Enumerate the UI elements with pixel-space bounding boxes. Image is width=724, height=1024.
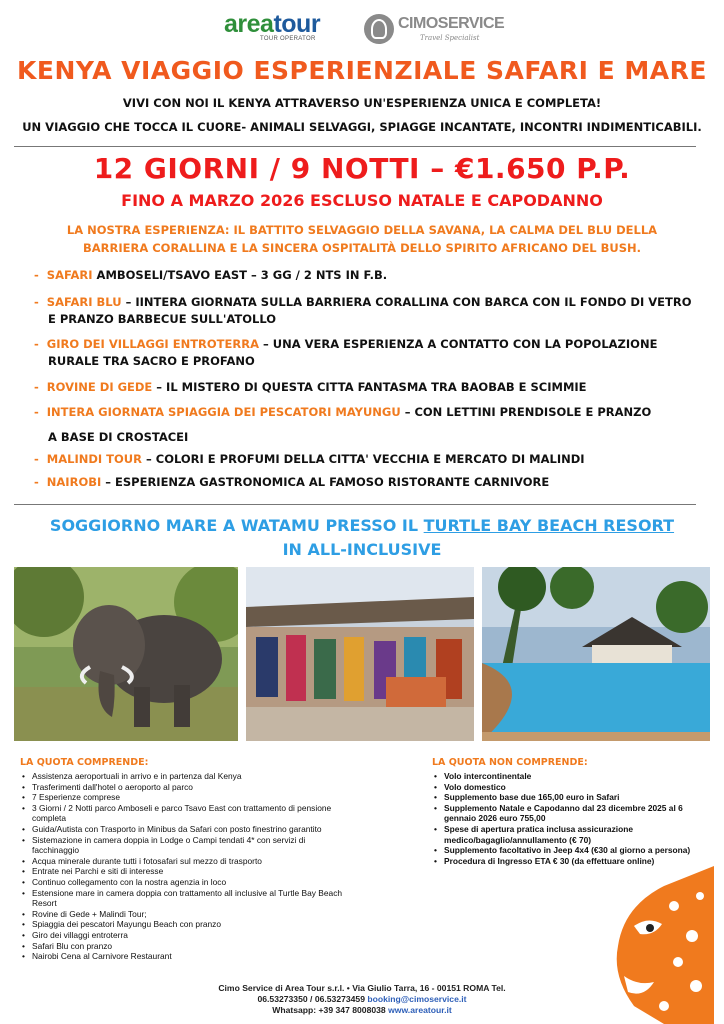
included-list	[20, 771, 370, 962]
elephant-photo	[14, 567, 238, 741]
not-included-title: LA QUOTA NON COMPRENDE:	[432, 757, 588, 768]
areatour-logo-left: area	[224, 10, 274, 38]
itinerary-item: - ROVINE DI GEDE – IL MISTERO DI QUESTA CITTA FANTASMA TRA BAOBAB E SCIMMIE	[34, 380, 587, 394]
included-title: LA QUOTA COMPRENDE:	[20, 757, 149, 768]
price-headline: 12 GIORNI / 9 NOTTI – €1.650 P.P.	[93, 152, 631, 185]
list-item: • Continuo collegamento con la nostra agenzia in loco	[20, 877, 370, 888]
footer-website-link[interactable]: www.areatour.it	[388, 1005, 452, 1015]
itinerary-item-continued: RURALE TRA SACRO E PROFANO	[48, 354, 255, 368]
resort-pool-photo	[482, 567, 710, 741]
list-item: • Spiaggia dei pescatori Mayungu Beach con pranzo	[20, 919, 370, 930]
itinerary-item: - MALINDI TOUR – COLORI E PROFUMI DELLA CITTA' VECCHIA E MERCATO DI MALINDI	[34, 452, 585, 466]
divider	[14, 146, 696, 147]
list-item: • Rovine di Gede + Malindi Tour;	[20, 909, 370, 920]
list-item: • Assistenza aeroportuali in arrivo e in partenza dal Kenya	[20, 771, 370, 782]
stay-title-line-2: IN ALL-INCLUSIVE	[282, 540, 442, 559]
intro-line-2: UN VIAGGIO CHE TOCCA IL CUORE- ANIMALI SELVAGGI, SPIAGGE INCANTATE, INCONTRI INDIMENTICABILI.	[22, 120, 702, 134]
list-item: • 3 Giorni / 2 Notti parco Amboseli e parco Tsavo East con trattamento di pensione completa	[20, 803, 350, 824]
experience-line-1: LA NOSTRA ESPERIENZA: IL BATTITO SELVAGGIO DELLA SAVANA, LA CALMA DEL BLU DELLA	[66, 223, 658, 237]
list-item: • Trasferimenti dall'hotel o aeroporto al parco	[20, 782, 370, 793]
list-item: • Sistemazione in camera doppia in Lodge o Campi tendati 4* con servizi di facchinaggio	[20, 835, 340, 856]
cimoservice-logo-tag: Travel Specialist	[420, 34, 480, 42]
footer-email-link[interactable]: booking@cimoservice.it	[367, 994, 467, 1004]
validity-period: FINO A MARZO 2026 ESCLUSO NATALE E CAPODANNO	[121, 191, 603, 210]
experience-line-2: BARRIERA CORALLINA E LA SINCERA OSPITALITÀ DELLO SPIRITO AFRICANO DEL BUSH.	[82, 241, 642, 255]
footer-whatsapp: Whatsapp: +39 347 8008038	[272, 1005, 389, 1015]
list-item: • Volo intercontinentale	[432, 771, 702, 782]
footer-phones: 06.53273350 / 06.53273459	[257, 994, 368, 1004]
itinerary-item: - SAFARI BLU – IINTERA GIORNATA SULLA BARRIERA CORALLINA CON BARCA CON IL FONDO DI VETRO	[34, 295, 692, 309]
intro-line-1: VIVI CON NOI IL KENYA ATTRAVERSO UN'ESPERIENZA UNICA E COMPLETA!	[122, 96, 602, 110]
list-item: • Estensione mare in camera doppia con trattamento all inclusive al Turtle Bay Beach Resort	[20, 888, 360, 909]
cimoservice-emblem-icon	[364, 14, 394, 44]
market-photo	[246, 567, 474, 741]
list-item: • Supplemento base due 165,00 euro in Safari	[432, 792, 702, 803]
list-item: • Supplemento facoltativo in Jeep 4x4 (€30 al giorno a persona)	[432, 845, 702, 856]
itinerary-item: - SAFARI AMBOSELI/TSAVO EAST – 3 GG / 2 NTS IN F.B.	[34, 268, 388, 282]
footer-address: Cimo Service di Area Tour s.r.l. • Via Giulio Tarra, 16 - 00151 ROMA Tel.	[218, 983, 506, 993]
divider	[14, 504, 696, 505]
itinerary-item: - GIRO DEI VILLAGGI ENTROTERRA – UNA VERA ESPERIENZA A CONTATTO CON LA POPOLAZIONE	[34, 337, 658, 351]
areatour-logo	[224, 10, 321, 42]
list-item: • Giro dei villaggi entroterra	[20, 930, 370, 941]
turtle-bay-link[interactable]: TURTLE BAY BEACH RESORT	[423, 516, 675, 535]
list-item: • Procedura di Ingresso ETA € 30 (da effettuare online)	[432, 856, 702, 867]
list-item: • Volo domestico	[432, 782, 702, 793]
not-included-list	[432, 771, 702, 866]
itinerary-item-continued: A BASE DI CROSTACEI	[48, 430, 189, 444]
list-item: • 7 Esperienze comprese	[20, 792, 370, 803]
list-item: • Supplemento Natale e Capodanno dal 23 dicembre 2025 al 6 gennaio 2026 euro 755,00	[432, 803, 702, 824]
list-item: • Entrate nei Parchi e siti di interesse	[20, 866, 370, 877]
cimoservice-logo-name: CIMOSERVICE	[398, 15, 505, 32]
itinerary-item: - NAIROBI – ESPERIENZA GASTRONOMICA AL FAMOSO RISTORANTE CARNIVORE	[34, 475, 550, 489]
list-item: • Acqua minerale durante tutti i fotosafari sul mezzo di trasporto	[20, 856, 370, 867]
header-logos	[0, 10, 724, 50]
leopard-illustration	[604, 866, 714, 1024]
list-item: • Safari Blu con pranzo	[20, 941, 370, 952]
stay-title-line-1	[0, 516, 724, 535]
list-item: • Guida/Autista con Trasporto in Minibus da Safari con posto finestrino garantito	[20, 824, 370, 835]
areatour-logo-sub: TOUR OPERATOR	[260, 36, 316, 42]
stay-title-prefix: SOGGIORNO MARE A WATAMU PRESSO IL	[49, 516, 424, 535]
page-title: KENYA VIAGGIO ESPERIENZIALE SAFARI E MARE	[17, 56, 707, 85]
list-item: • Spese di apertura pratica inclusa assicurazione medico/bagaglio/annullamento (€ 70)	[432, 824, 702, 845]
itinerary-item: - INTERA GIORNATA SPIAGGIA DEI PESCATORI MAYUNGU – CON LETTINI PRENDISOLE E PRANZO	[34, 405, 652, 419]
list-item: • Nairobi Cena al Carnivore Restaurant	[20, 951, 370, 962]
areatour-logo-right: tour	[273, 10, 321, 38]
cimoservice-logo	[364, 14, 505, 46]
itinerary-item-continued: E PRANZO BARBECUE SULL'ATOLLO	[48, 312, 277, 326]
